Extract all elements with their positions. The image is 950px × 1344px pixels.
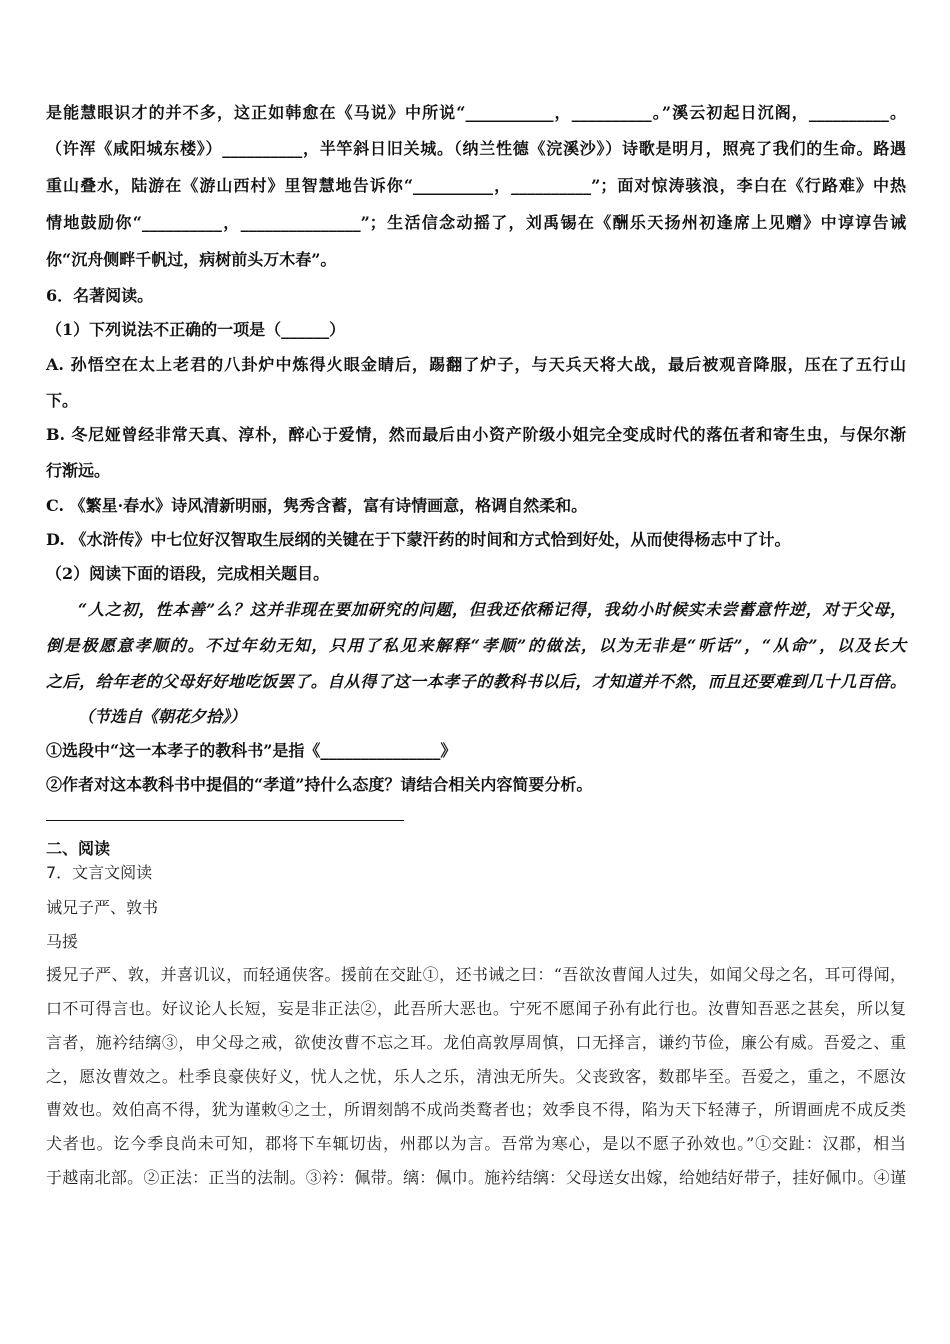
classical-text-line: 援兄子严、敦，并喜讥议，而轻通侠客。援前在交趾①，还书诫之曰：“吾欲汝曹闻人过失，如闻父母之名，耳可得闻， — [46, 965, 906, 984]
classical-text-line: 曹效也。效伯高不得，犹为谨敕④之士，所谓刻鹄不成尚类鹜者也；效季良不得，陷为天下轻薄子，所谓画虎不成反类 — [46, 1100, 906, 1119]
question-6-heading: 6．名著阅读。 — [46, 286, 154, 305]
text-title: 诫兄子严、敦书 — [46, 898, 159, 917]
text-author: 马援 — [46, 932, 79, 951]
classical-text-line: 之，愿汝曹效之。杜季良豪侠好义，忧人之忧，乐人之乐，清浊无所失。父丧致客，数郡毕至。吾爱之，重之，不愿汝 — [46, 1067, 906, 1086]
option-b: B. 冬尼娅曾经非常天真、淳朴，醉心于爱情，然而最后由小资产阶级小姐完全变成时代的落伍者和寄生虫，与保尔渐 — [46, 425, 906, 444]
option-a: A. 孙悟空在太上老君的八卦炉中炼得火眼金睛后，踢翻了炉子，与天兵天将大战，最后被观音降服，压在了五行山 — [46, 355, 906, 374]
sub-question-2: ②作者对这本教科书中提倡的“孝道”持什么态度？请结合相关内容简要分析。 — [46, 775, 593, 794]
option-a-cont: 下。 — [46, 391, 79, 410]
text-line: 情地鼓励你“__________，_______________”；生活信念动摇了，刘禹锡在《酬乐天扬州初逢席上见赠》中谆谆告诫 — [46, 213, 906, 232]
passage-source: （节选自《朝花夕拾》） — [78, 707, 247, 726]
option-b-cont: 行渐远。 — [46, 461, 111, 480]
answer-line — [46, 820, 404, 821]
section-2-heading: 二、阅读 — [46, 839, 111, 858]
classical-text-line: 言者，施衿结缡③，申父母之戒，欲使汝曹不忘之耳。龙伯高敦厚周慎，口无择言，谦约节俭，廉公有威。吾爱之、重 — [46, 1033, 906, 1052]
text-line: 是能慧眼识才的并不多，这正如韩愈在《马说》中所说“___________，__________。”溪云初起日沉阁，__________。 — [46, 103, 906, 122]
question-6-1: （1）下列说法不正确的一项是（______） — [46, 320, 346, 339]
text-line: （许浑《咸阳城东楼》）__________，半竿斜日旧关城。（纳兰性德《浣溪沙》）诗歌是明月，照亮了我们的生命。路遇 — [46, 139, 906, 158]
classical-text-line: 于越南北部。②正法：正当的法制。③衿：佩带。缡：佩巾。施衿结缡：父母送女出嫁，给她结好带子，挂好佩巾。④谨 — [46, 1168, 906, 1187]
passage-line: “人之初，性本善”么？这并非现在要加研究的问题，但我还依稀记得，我幼小时候实未尝蓄意忤逆，对于父母， — [78, 600, 906, 619]
passage-line: 倒是极愿意孝顺的。不过年幼无知，只用了私见来解释“孝顺”的做法，以为无非是“听话”，“从命”，以及长大 — [46, 636, 906, 655]
sub-question-1: ①选段中“这一本孝子的教科书”是指《_______________》 — [46, 741, 457, 760]
passage-line: 之后，给年老的父母好好地吃饭罢了。自从得了这一本孝子的教科书以后，才知道并不然，而且还要难到几十几百倍。 — [46, 672, 906, 691]
option-c: C. 《繁星·春水》诗风清新明丽，隽秀含蓄，富有诗情画意，格调自然柔和。 — [46, 496, 588, 515]
text-line: 重山叠水，陆游在《游山西村》里智慧地告诉你“__________，__________”；面对惊涛骇浪，李白在《行路难》中热 — [46, 176, 906, 195]
question-7-heading: 7．文言文阅读 — [46, 863, 153, 882]
question-6-2: （2）阅读下面的语段，完成相关题目。 — [46, 564, 330, 583]
option-d: D. 《水浒传》中七位好汉智取生辰纲的关键在于下蒙汗药的时间和方式恰到好处，从而使得杨志中了计。 — [46, 530, 791, 549]
text-line: 你“沉舟侧畔千帆过，病树前头万木春”。 — [46, 250, 337, 269]
classical-text-line: 犬者也。讫今季良尚未可知，郡将下车辄切齿，州郡以为言。吾常为寒心，是以不愿子孙效也。”①交趾：汉郡，相当 — [46, 1134, 906, 1153]
classical-text-line: 口不可得言也。好议论人长短，妄是非正法②，此吾所大恶也。宁死不愿闻子孙有此行也。汝曹知吾恶之甚矣，所以复 — [46, 999, 906, 1018]
